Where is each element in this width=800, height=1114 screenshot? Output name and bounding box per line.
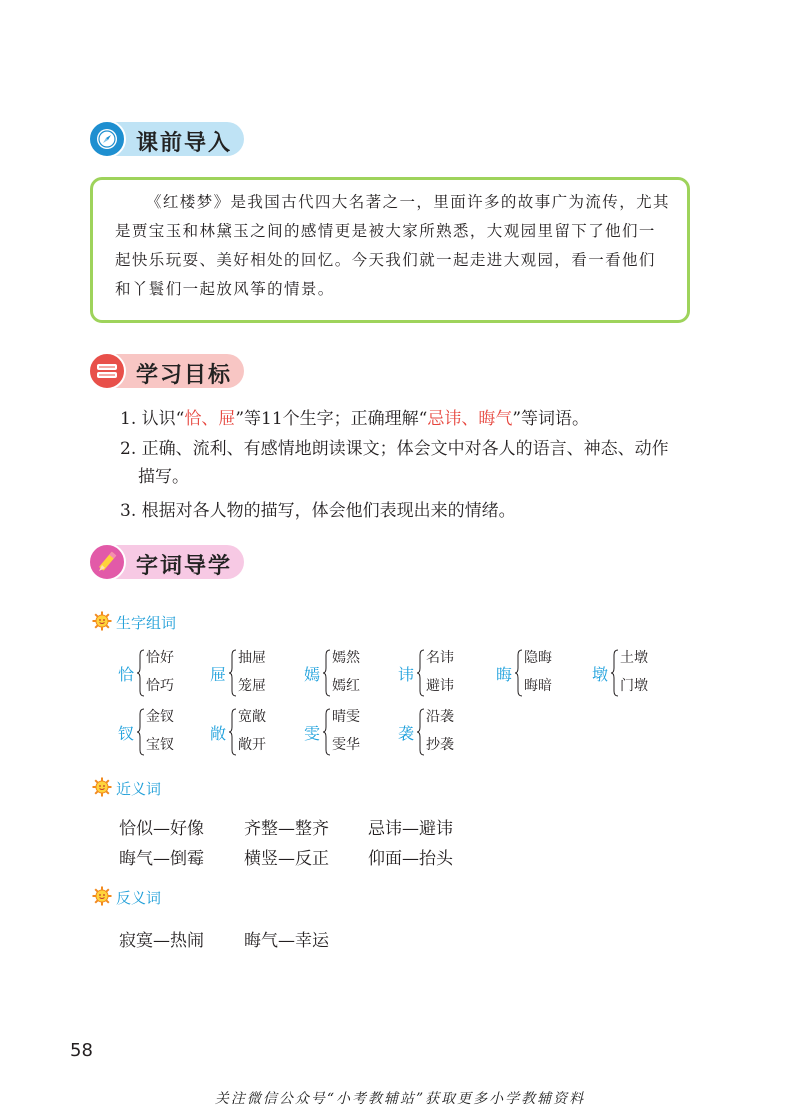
word-group-word: 名讳: [426, 650, 454, 666]
subsection-label: 生字组词: [116, 614, 177, 632]
word-group-word: 门墩: [620, 678, 648, 694]
word-group-char: 袭: [398, 724, 415, 743]
synonym-pair: 仰面—抬头: [368, 849, 453, 869]
word-group-word: 雯华: [332, 737, 360, 753]
goal-highlight: 恰、屉: [184, 409, 236, 429]
section-header-goals: [88, 352, 338, 392]
footer-note: 关注微信公众号“小考教辅站”获取更多小学教辅资料: [214, 1091, 586, 1107]
subsection-label: 近义词: [116, 780, 162, 798]
antonym-pair: 晦气—幸运: [244, 931, 329, 951]
goal-text: ”等词语。: [512, 409, 590, 429]
goal-2-line-2: 描写。: [138, 467, 189, 487]
word-group-word: 宝钗: [146, 737, 174, 753]
word-group-word: 晴雯: [332, 709, 360, 725]
antonym-pair: 寂寞—热闹: [119, 931, 204, 951]
word-group-word: 抄袭: [426, 737, 454, 753]
brace-icon: [322, 708, 331, 756]
sun-icon: [92, 886, 112, 906]
subsection-label: 反义词: [116, 889, 162, 907]
sun-icon: [92, 777, 112, 797]
word-group-word: 敞开: [238, 737, 266, 753]
goal-text: 1. 认识“: [120, 409, 185, 429]
intro-box: [90, 177, 690, 323]
word-group-word: 沿袭: [426, 709, 454, 725]
brace-icon: [228, 708, 237, 756]
brace-icon: [322, 649, 331, 697]
synonym-pair: 齐整—整齐: [244, 819, 329, 839]
section-title: 课前导入: [136, 131, 233, 156]
word-group-word: 恰巧: [146, 678, 174, 694]
intro-text: 《红楼梦》是我国古代四大名著之一，里面许多的故事广为流传，尤其是贾宝玉和林黛玉之间的感情更是被大家所熟悉，大观园里留下了他们一起快乐玩耍、美好相处的回忆。今天我们就一起走进大观园，看一看他们和丫鬟们一起放风筝的情景。: [115, 193, 670, 298]
synonym-pair: 晦气—倒霉: [119, 849, 204, 869]
goal-text: ”等11个生字；正确理解“: [235, 409, 428, 429]
goal-3: 3. 根据对各人物的描写，体会他们表现出来的情绪。: [120, 501, 516, 521]
brace-icon: [416, 649, 425, 697]
word-group-word: 恰好: [146, 650, 174, 666]
word-group-char: 钗: [118, 724, 135, 743]
compass-icon: [88, 120, 126, 158]
word-group-char: 讳: [398, 665, 415, 684]
word-group-char: 嫣: [304, 665, 321, 684]
word-group-word: 避讳: [426, 678, 454, 694]
word-group-char: 屉: [210, 665, 227, 684]
word-group-word: 宽敞: [238, 709, 266, 725]
word-group-char: 墩: [592, 665, 609, 684]
pencil-icon: [88, 543, 126, 581]
books-icon: [88, 352, 126, 390]
word-group-char: 恰: [118, 665, 135, 684]
word-group-word: 嫣红: [332, 678, 360, 694]
brace-icon: [136, 708, 145, 756]
word-group-word: 抽屉: [238, 650, 266, 666]
word-group-char: 敞: [210, 724, 227, 743]
word-group-word: 隐晦: [524, 650, 552, 666]
section-header-words: [88, 543, 338, 583]
word-group-word: 晦暗: [524, 678, 552, 694]
word-group-word: 笼屉: [238, 678, 266, 694]
word-group-word: 土墩: [620, 650, 648, 666]
brace-icon: [136, 649, 145, 697]
goal-2-line-1: 2. 正确、流利、有感情地朗读课文；体会文中对各人的语言、神态、动作: [120, 439, 669, 459]
brace-icon: [228, 649, 237, 697]
page-number: 58: [70, 1040, 93, 1061]
synonym-pair: 横竖—反正: [244, 849, 329, 869]
word-group-word: 嫣然: [332, 650, 360, 666]
section-header-intro: [88, 120, 338, 160]
brace-icon: [416, 708, 425, 756]
word-group-word: 金钗: [146, 709, 174, 725]
section-title: 字词导学: [136, 554, 233, 579]
sun-icon: [92, 611, 112, 631]
goal-1: [120, 406, 589, 432]
brace-icon: [610, 649, 619, 697]
goal-highlight: 忌讳、晦气: [427, 409, 513, 429]
synonym-pair: 忌讳—避讳: [368, 819, 453, 839]
section-title: 学习目标: [136, 363, 233, 388]
brace-icon: [514, 649, 523, 697]
synonym-pair: 恰似—好像: [119, 819, 204, 839]
word-group-char: 雯: [304, 724, 321, 743]
word-group-char: 晦: [496, 665, 513, 684]
